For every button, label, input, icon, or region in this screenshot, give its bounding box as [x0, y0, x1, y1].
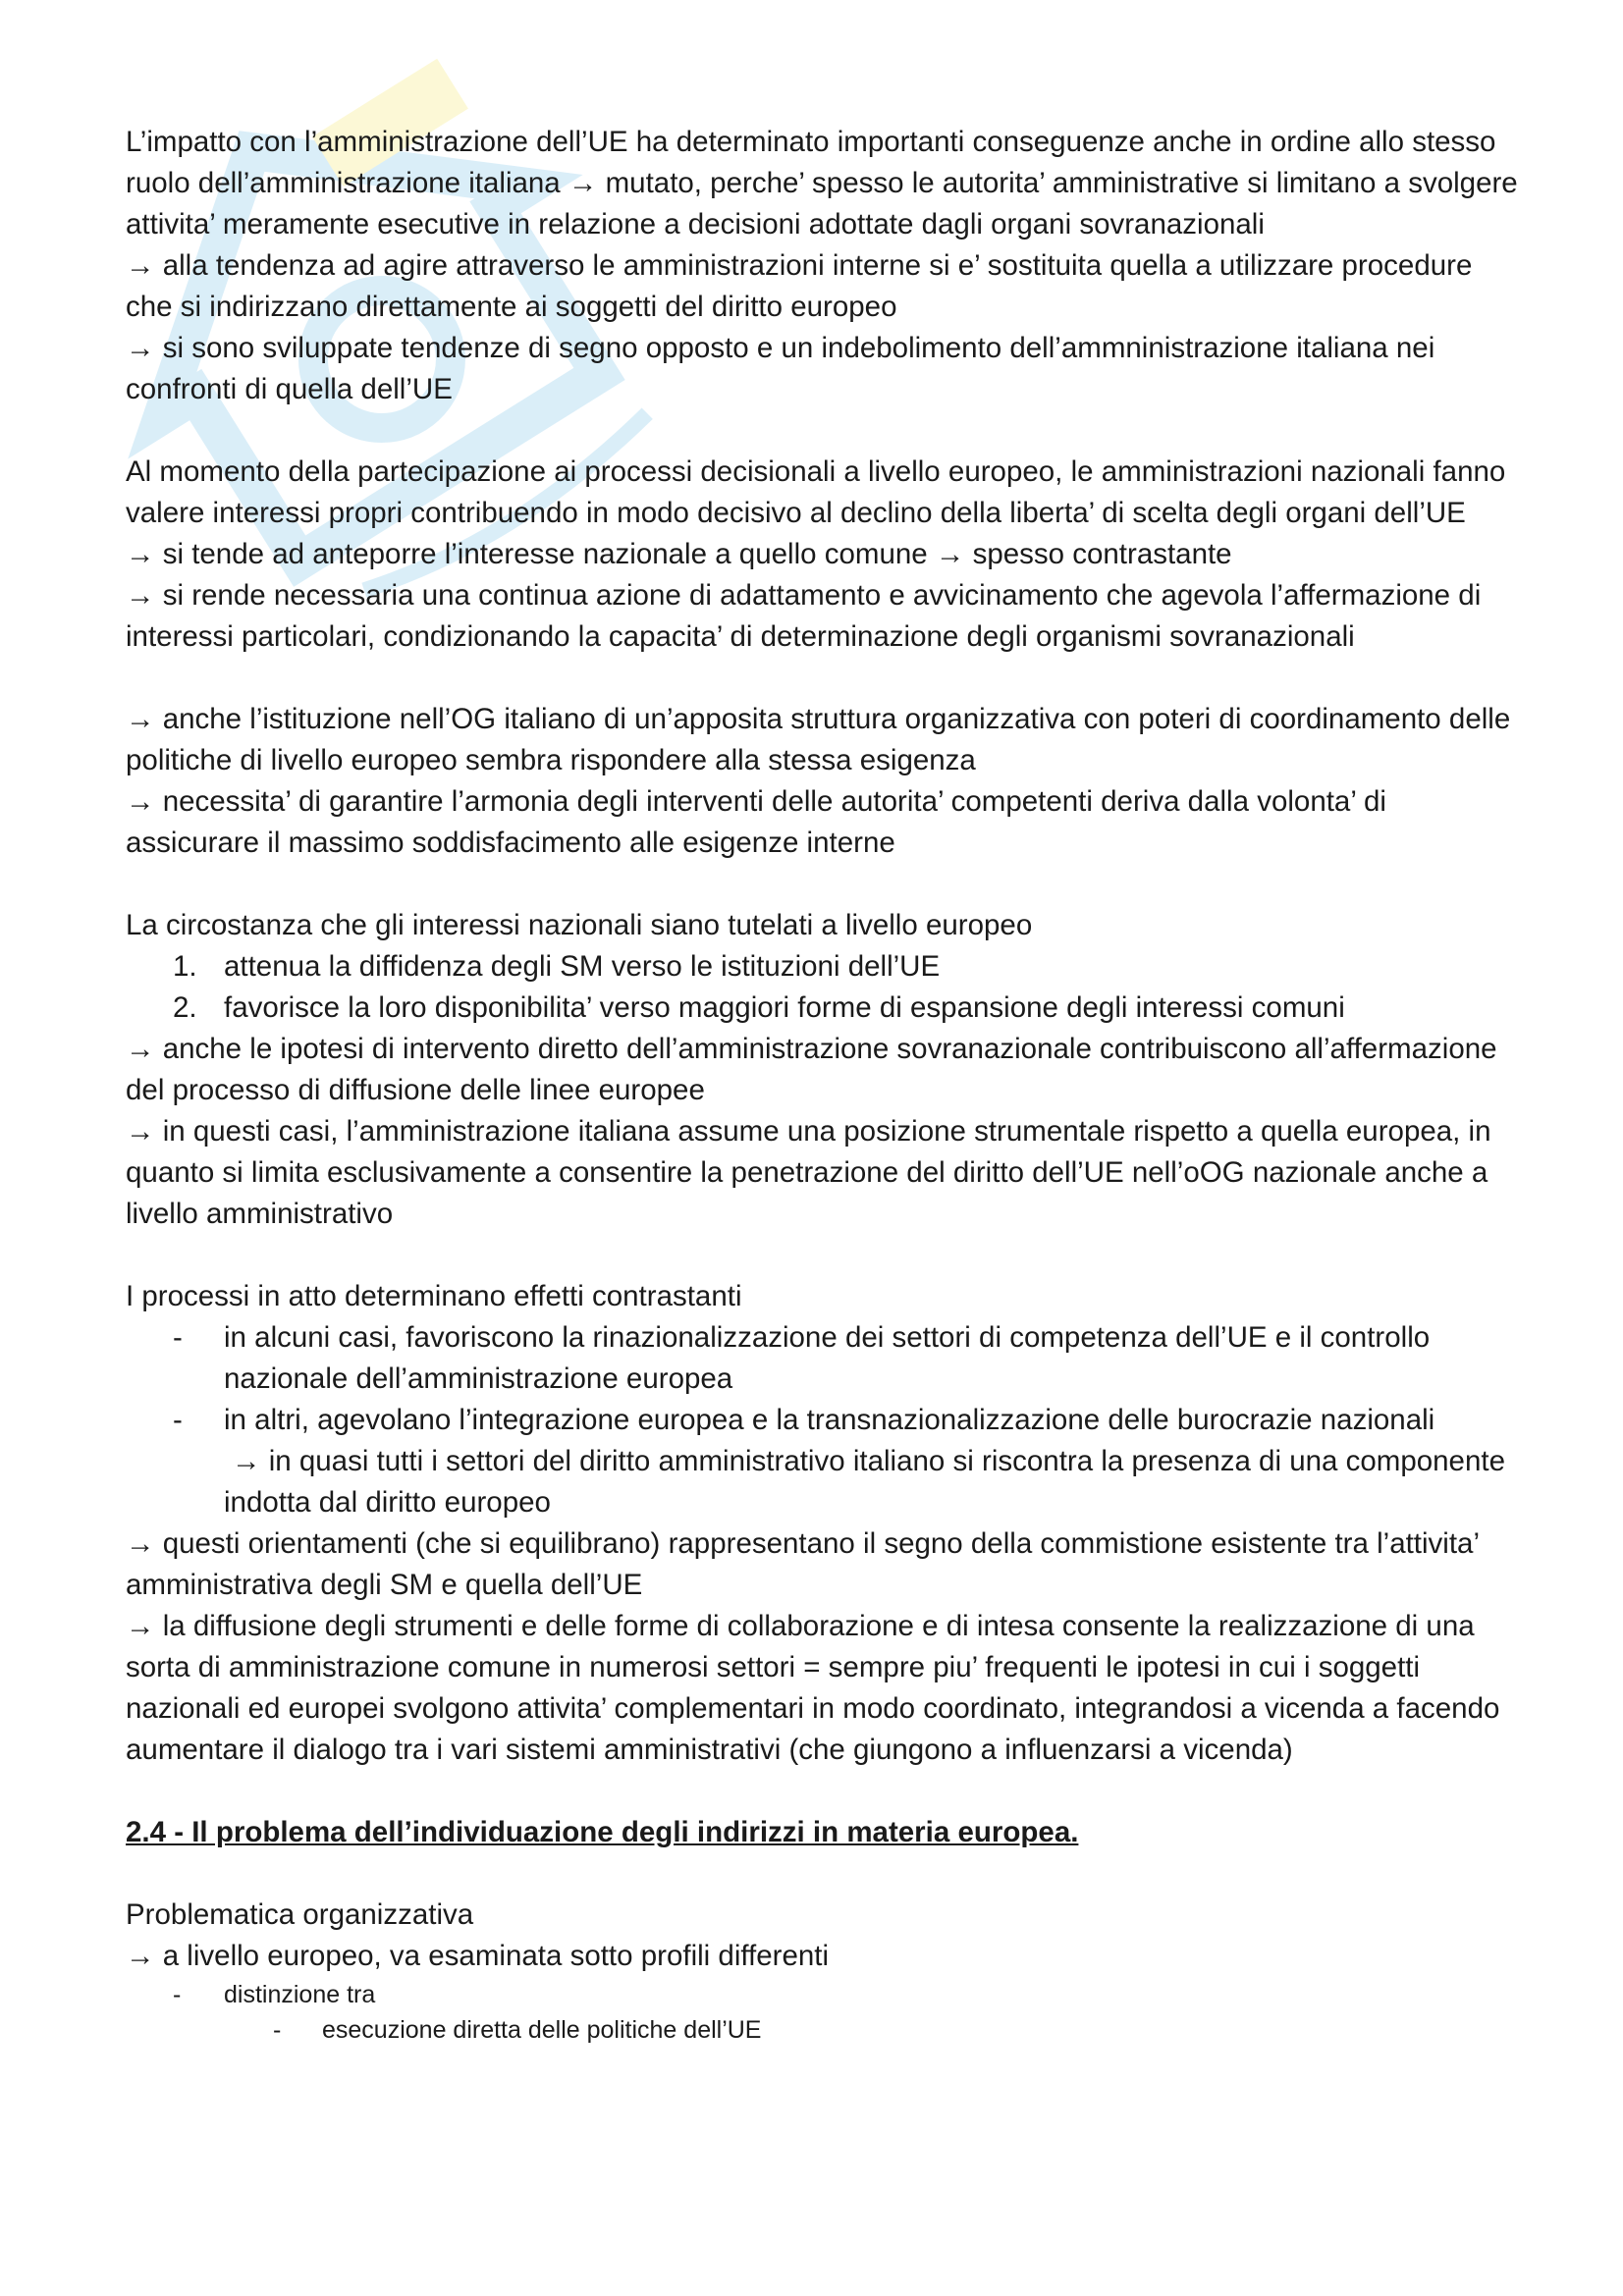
final-dash-item: - distinzione tra — [173, 1981, 376, 2008]
paragraph-9: La circostanza che gli interessi nazionali siano tutelati a livello europeo — [126, 909, 1033, 941]
paragraph-16: → a livello europeo, va esaminata sotto profili differenti — [126, 1940, 830, 1972]
paragraph-7: → anche l’istituzione nell’OG italiano di un’apposita struttura organizzativa con poteri di coordinamento delle politiche di livello europeo sembra rispondere alla stessa esigenza — [126, 703, 1511, 776]
paragraph-11: → in questi casi, l’amministrazione italiana assume una posizione strumentale rispetto a quella europea, in quanto si limita esclusivamente a consentire la penetrazione del diritto dell’UE nell’oOG nazionale anche a livello amministrativo — [126, 1115, 1491, 1230]
final-subdash-item: - esecuzione diretta delle politiche dell’UE — [273, 2016, 762, 2044]
dash-item: - in alcuni casi, favoriscono la rinazionalizzazione dei settori di competenza dell’UE e il controllo nazionale dell’amministrazione europea — [173, 1321, 1431, 1395]
paragraph-1: L’impatto con l’amministrazione dell’UE ha determinato importanti conseguenze anche in ordine allo stesso ruolo dell’amministrazione italiana → mutato, perche’ spesso le autorita’ amministrative si limitano a svolgere attivita’ meramente esecutive in relazione a decisioni adottate dagli organi sovranazionali — [126, 126, 1518, 240]
section-heading: 2.4 - Il problema dell’individuazione degli indirizzi in materia europea. — [126, 1816, 1079, 1848]
paragraph-13: → questi orientamenti (che si equilibrano) rappresentano il segno della commistione esistente tra l’attivita’ amministrativa degli SM e quella dell’UE — [126, 1527, 1479, 1601]
paragraph-12: I processi in atto determinano effetti contrastanti — [126, 1280, 742, 1312]
dash-item-subnote: → in quasi tutti i settori del diritto amministrativo italiano si riscontra la presenza di una componente indotta dal diritto europeo — [224, 1445, 1505, 1519]
paragraph-4: Al momento della partecipazione ai processi decisionali a livello europeo, le amministrazioni nazionali fanno valere interessi propri contribuendo in modo decisivo al declino della liberta’ di scelta degli organi dell’UE — [126, 455, 1506, 529]
paragraph-2: → alla tendenza ad agire attraverso le amministrazioni interne si e’ sostituita quella a utilizzare procedure che si indirizzano direttamente ai soggetti del diritto europeo — [126, 249, 1473, 323]
document-body — [126, 122, 1520, 2048]
paragraph-8: → necessita’ di garantire l’armonia degli interventi delle autorita’ competenti deriva dalla volonta’ di assicurare il massimo soddisfacimento alle esigenze interne — [126, 785, 1386, 859]
paragraph-6: → si rende necessaria una continua azione di adattamento e avvicinamento che agevola l’affermazione di interessi particolari, condizionando la capacita’ di determinazione degli organismi sovranazionali — [126, 579, 1482, 653]
paragraph-5: → si tende ad anteporre l’interesse nazionale a quello comune → spesso contrastante — [126, 538, 1232, 570]
paragraph-10: → anche le ipotesi di intervento diretto dell’amministrazione sovranazionale contribuiscono all’affermazione del processo di diffusione delle linee europee — [126, 1033, 1497, 1106]
numbered-item: 1. attenua la diffidenza degli SM verso le istituzioni dell’UE — [173, 950, 941, 983]
paragraph-14: → la diffusione degli strumenti e delle forme di collaborazione e di intesa consente la realizzazione di una sorta di amministrazione comune in numerosi settori = sempre piu’ frequenti le ipotesi in cui i soggetti nazionali ed europei svolgono attivita’ complementari in modo coordinato, integrandosi a vicenda a facendo aumentare il dialogo tra i vari sistemi amministrativi (che giungono a influenzarsi a vicenda) — [126, 1610, 1500, 1766]
dash-item: - in altri, agevolano l’integrazione europea e la transnazionalizzazione delle burocrazie nazionali — [173, 1404, 1435, 1436]
paragraph-15: Problematica organizzativa — [126, 1898, 474, 1931]
paragraph-3: → si sono sviluppate tendenze di segno opposto e un indebolimento dell’ammninistrazione italiana nei confronti di quella dell’UE — [126, 332, 1435, 405]
numbered-item: 2. favorisce la loro disponibilita’ verso maggiori forme di espansione degli interessi comuni — [173, 991, 1345, 1024]
